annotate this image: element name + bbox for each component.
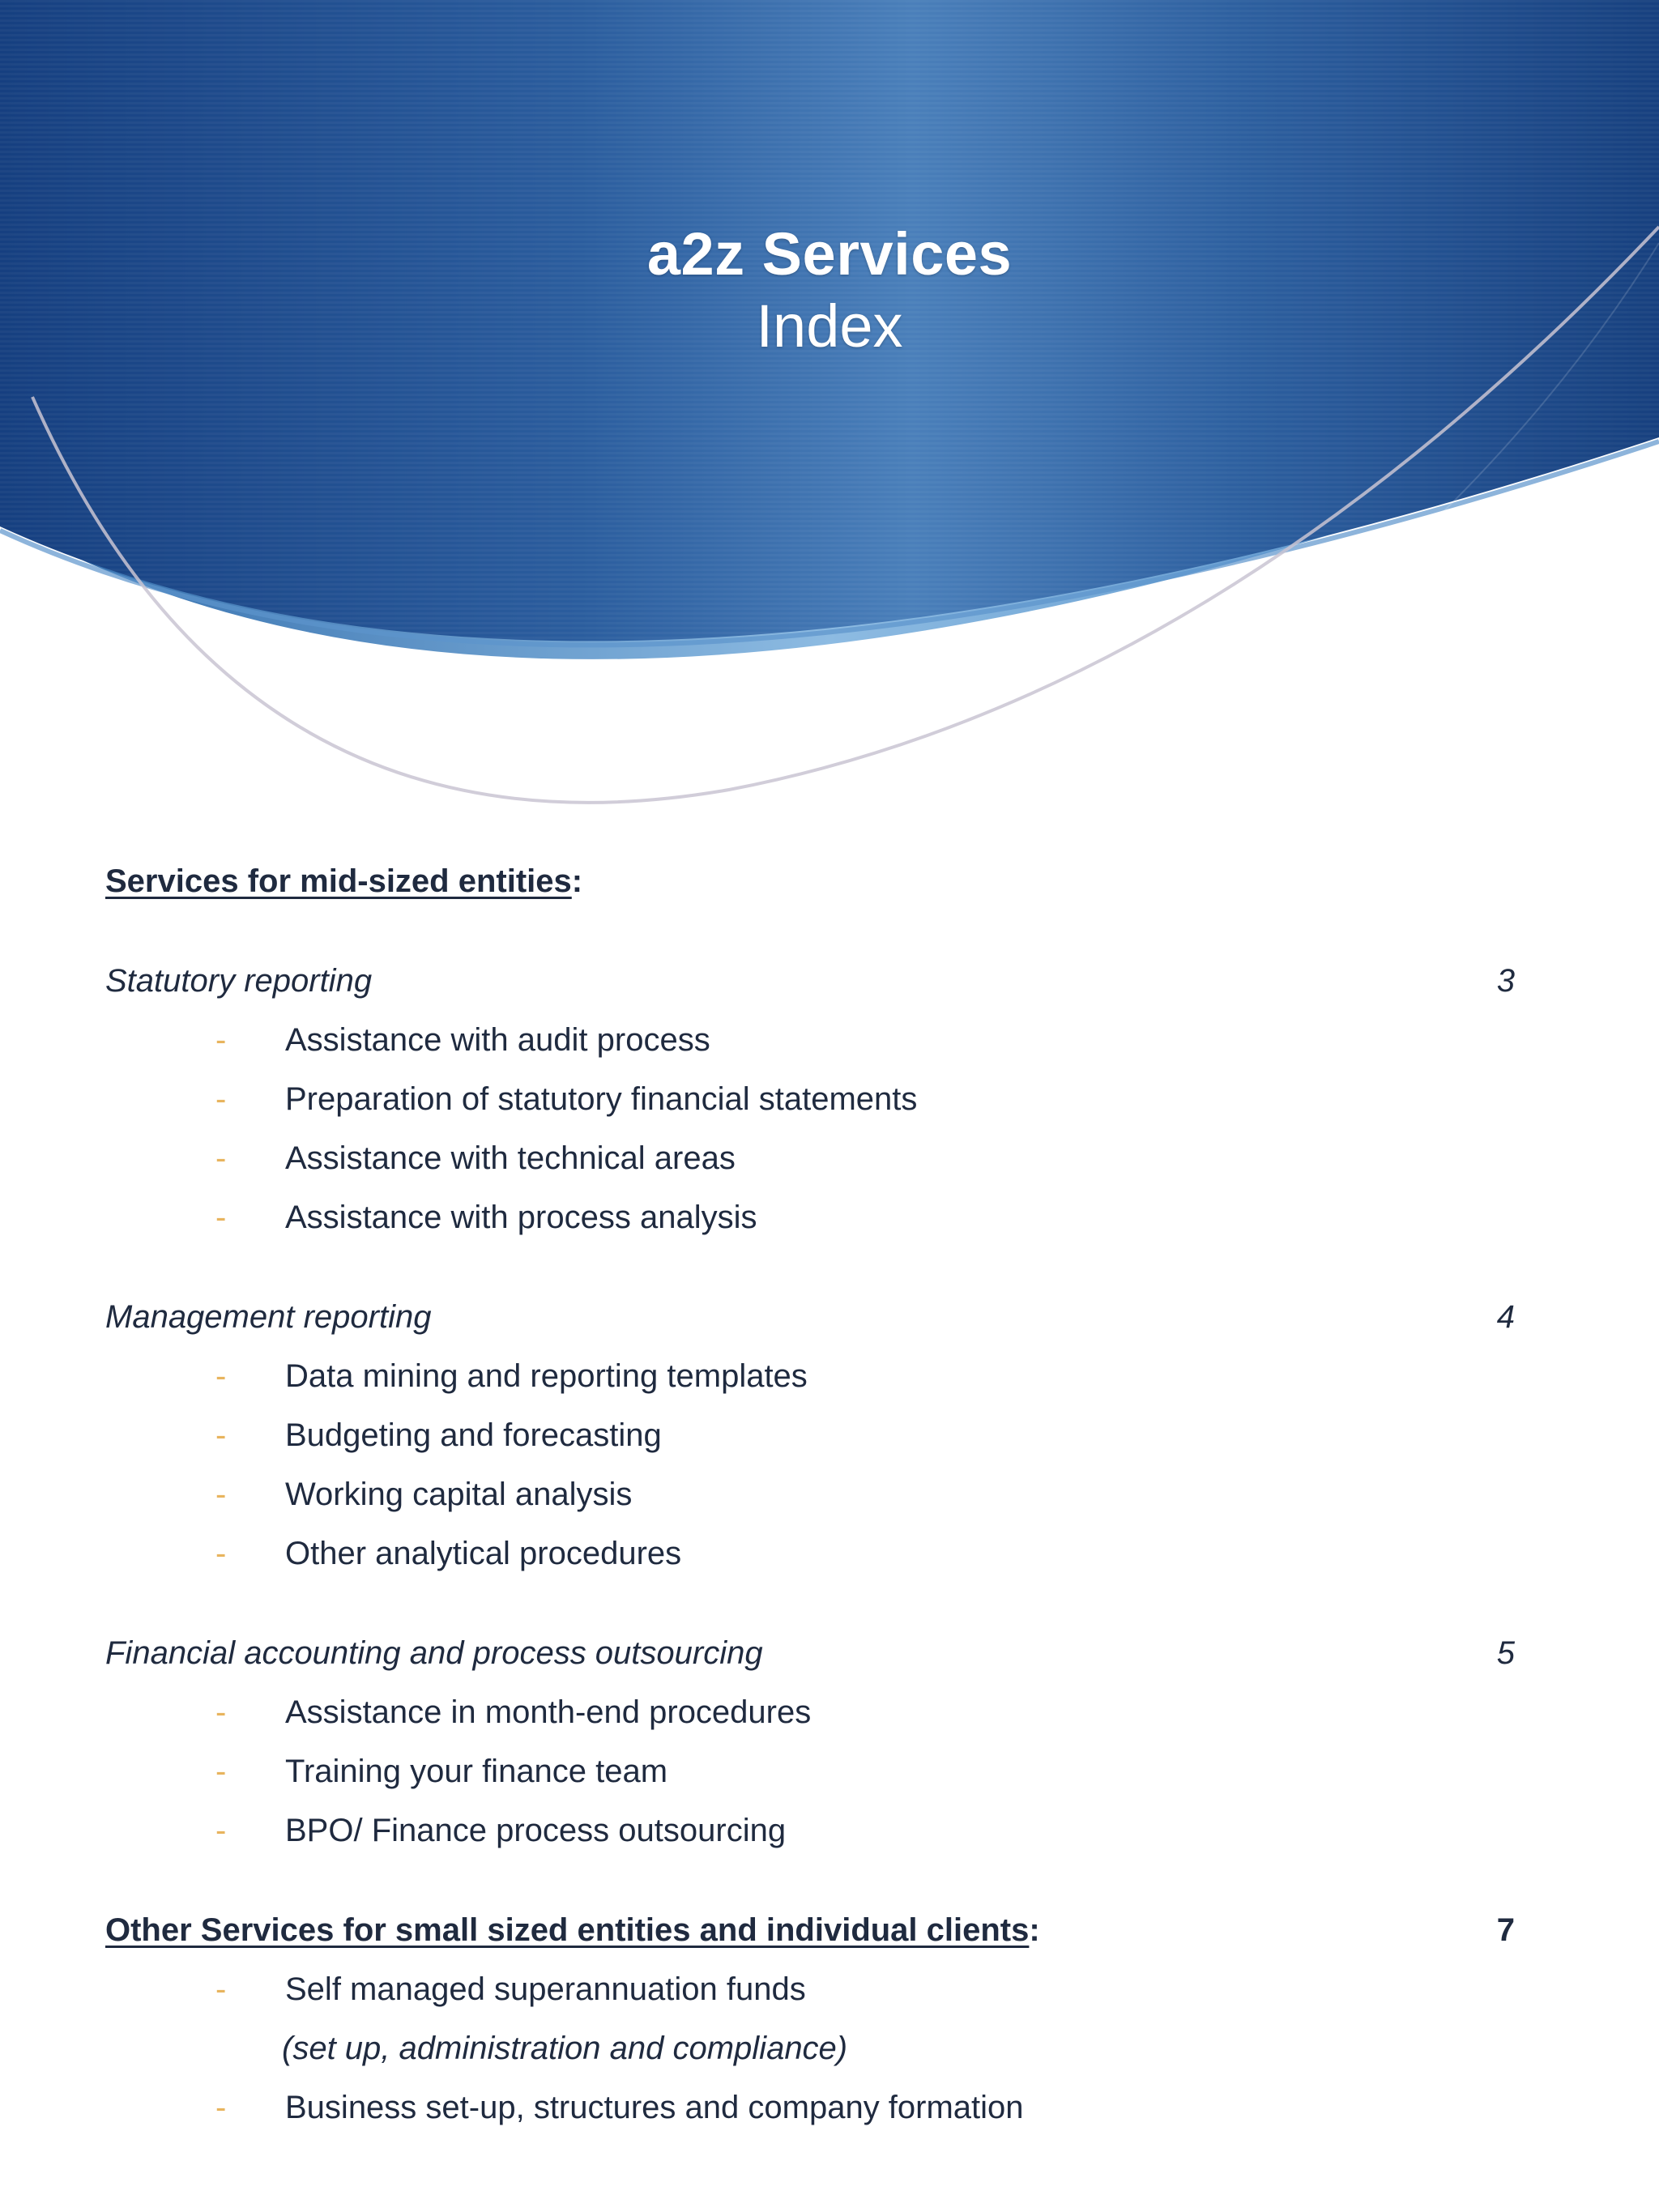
list-item-text: Assistance with process analysis <box>285 1200 757 1235</box>
dash-bullet-icon: - <box>215 1536 227 1571</box>
list-item-text: Training your finance team <box>285 1754 668 1789</box>
dash-bullet-icon: - <box>215 1754 227 1789</box>
list-item <box>105 1347 1515 1406</box>
category-financial-accounting <box>105 1624 1515 1683</box>
list-item <box>105 2078 1515 2137</box>
section-heading-mid-sized <box>105 852 1515 911</box>
list-item-text: Other analytical procedures <box>285 1536 682 1571</box>
list-item-text: BPO/ Finance process outsourcing <box>285 1813 787 1848</box>
list-item <box>105 1524 1515 1583</box>
category-title: Statutory reporting <box>105 963 373 999</box>
category-management-reporting <box>105 1288 1515 1347</box>
list-item <box>105 1070 1515 1129</box>
page-number: 3 <box>1496 963 1515 999</box>
dash-bullet-icon: - <box>215 1694 227 1730</box>
list-item <box>105 1742 1515 1801</box>
dash-bullet-icon: - <box>215 1358 227 1394</box>
page-number: 4 <box>1496 1299 1515 1335</box>
index-list <box>105 852 1515 2137</box>
list-item <box>105 1129 1515 1188</box>
list-item-text: Assistance with technical areas <box>285 1140 736 1176</box>
section-heading-colon: : <box>1029 1912 1040 1948</box>
list-item <box>105 1960 1515 2019</box>
dash-bullet-icon: - <box>215 1971 227 2007</box>
list-item <box>105 1465 1515 1524</box>
section-heading-other-services <box>105 1901 1515 1960</box>
list-item <box>105 1406 1515 1465</box>
list-item <box>105 1683 1515 1742</box>
dash-bullet-icon: - <box>215 1477 227 1512</box>
dash-bullet-icon: - <box>215 1140 227 1176</box>
list-item-note <box>105 2019 1515 2078</box>
list-item <box>105 1801 1515 1860</box>
dash-bullet-icon: - <box>215 1081 227 1117</box>
list-item-note-text: (set up, administration and compliance) <box>282 2031 848 2066</box>
category-title: Management reporting <box>105 1299 432 1335</box>
page-title: a2z Services <box>646 220 1013 288</box>
title-block <box>0 219 1659 363</box>
dash-bullet-icon: - <box>215 2090 227 2125</box>
list-item-text: Budgeting and forecasting <box>285 1417 662 1453</box>
dash-bullet-icon: - <box>215 1022 227 1058</box>
list-item-text: Preparation of statutory financial statements <box>285 1081 918 1117</box>
page-number: 5 <box>1496 1635 1515 1671</box>
dash-bullet-icon: - <box>215 1417 227 1453</box>
page-subtitle: Index <box>756 292 903 360</box>
page-number: 7 <box>1496 1912 1515 1948</box>
list-item-text: Assistance in month-end procedures <box>285 1694 812 1730</box>
section-heading-text: Other Services for small sized entities and individual clients <box>105 1912 1030 1948</box>
dash-bullet-icon: - <box>215 1200 227 1235</box>
category-title: Financial accounting and process outsourcing <box>105 1635 763 1671</box>
list-item-text: Assistance with audit process <box>285 1022 710 1058</box>
list-item-text: Self managed superannuation funds <box>285 1971 806 2007</box>
section-heading-colon: : <box>571 863 583 899</box>
list-item <box>105 1011 1515 1070</box>
list-item <box>105 1188 1515 1247</box>
dash-bullet-icon: - <box>215 1813 227 1848</box>
section-heading-text: Services for mid-sized entities <box>105 863 572 899</box>
list-item-text: Business set-up, structures and company formation <box>285 2090 1024 2125</box>
category-statutory-reporting <box>105 952 1515 1011</box>
header-banner <box>0 0 1659 826</box>
list-item-text: Working capital analysis <box>285 1477 633 1512</box>
list-item-text: Data mining and reporting templates <box>285 1358 808 1394</box>
